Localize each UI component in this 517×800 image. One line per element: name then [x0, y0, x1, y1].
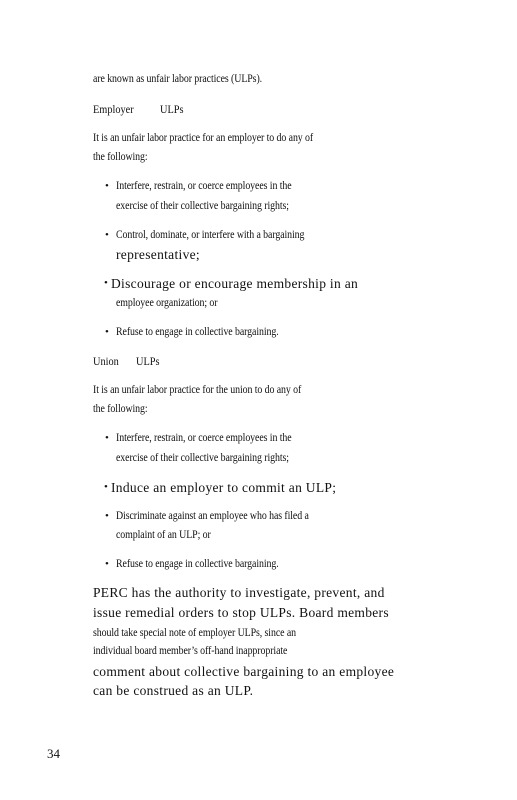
employer-heading-ulps: ULPs [160, 102, 184, 116]
employer-item-1-line-2: exercise of their collective bargaining rights; [116, 200, 289, 212]
closing-line-2: issue remedial orders to stop ULPs. Board members [93, 605, 389, 620]
bullet-icon: • [104, 481, 108, 493]
closing-line-3: should take special note of employer ULPs, since an [93, 627, 296, 639]
employer-item-2-line-1: Control, dominate, or interfere with a bargaining [116, 229, 305, 241]
union-item-4-line-1: Refuse to engage in collective bargaining. [116, 558, 279, 570]
employer-heading: Employer [93, 102, 134, 116]
closing-line-6: can be construed as an ULP. [93, 683, 254, 698]
employer-item-3-line-2: employee organization; or [116, 297, 218, 309]
union-item-2-line-1: Induce an employer to commit an ULP; [111, 480, 337, 495]
union-item-1-line-2: exercise of their collective bargaining rights; [116, 452, 289, 464]
union-lead-line-2: the following: [93, 403, 148, 415]
union-heading-ulps: ULPs [136, 354, 160, 368]
bullet-icon: • [105, 180, 109, 192]
union-lead-line-1: It is an unfair labor practice for the union to do any of [93, 384, 302, 396]
bullet-icon: • [104, 277, 108, 289]
bullet-icon: • [105, 432, 109, 444]
closing-line-4: individual board member’s off-hand inappropriate [93, 645, 288, 657]
employer-item-3-line-1: Discourage or encourage membership in an [111, 276, 359, 291]
closing-line-1: PERC has the authority to investigate, prevent, and [93, 585, 385, 600]
bullet-icon: • [105, 510, 109, 522]
intro-line: are known as unfair labor practices (ULPs). [93, 73, 263, 85]
union-item-1-line-1: Interfere, restrain, or coerce employees in the [116, 432, 292, 444]
bullet-icon: • [105, 326, 109, 338]
union-item-3-line-1: Discriminate against an employee who has filed a [116, 510, 309, 522]
employer-lead-line-1: It is an unfair labor practice for an employer to do any of [93, 132, 314, 144]
page-number: 34 [47, 746, 60, 761]
employer-item-2-line-2: representative; [116, 247, 200, 262]
bullet-icon: • [105, 558, 109, 570]
union-item-3-line-2: complaint of an ULP; or [116, 529, 211, 541]
bullet-icon: • [105, 229, 109, 241]
employer-item-1-line-1: Interfere, restrain, or coerce employees in the [116, 180, 292, 192]
employer-lead-line-2: the following: [93, 151, 148, 163]
union-heading: Union [93, 354, 119, 368]
closing-line-5: comment about collective bargaining to an employee [93, 664, 395, 679]
employer-item-4-line-1: Refuse to engage in collective bargaining. [116, 326, 279, 338]
